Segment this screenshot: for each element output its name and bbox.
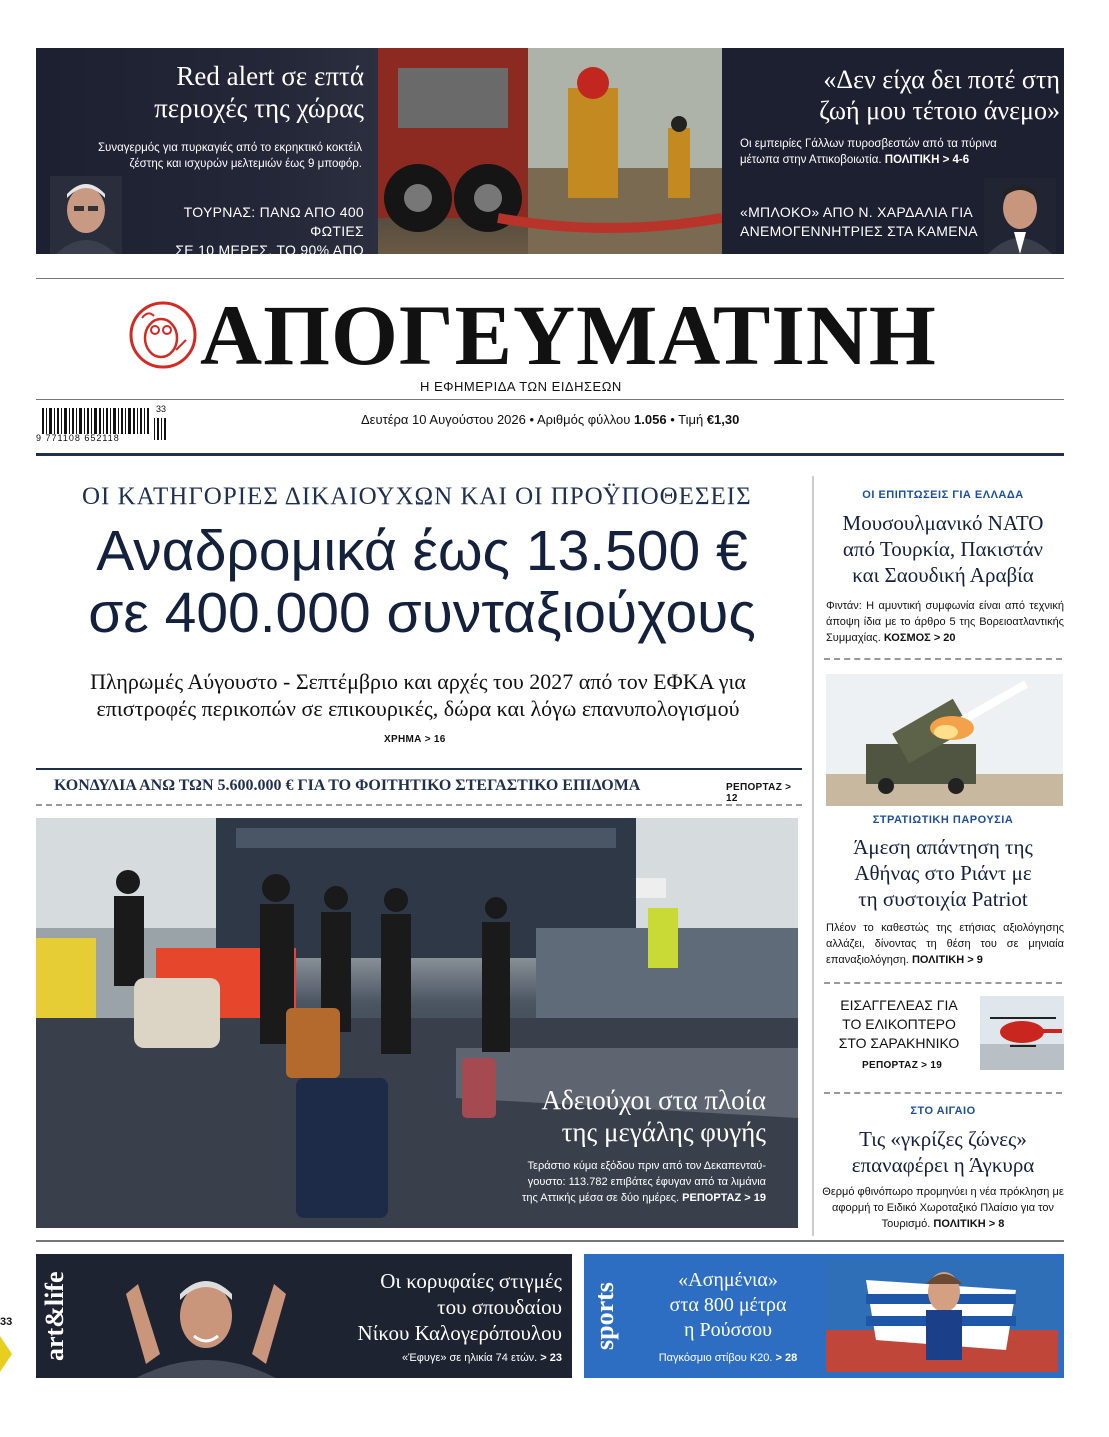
sports-text (636, 1352, 820, 1364)
banner-right-headline-line1: «Δεν είχα δει ποτέ στη (823, 65, 1060, 94)
sidebar-1-body (826, 598, 1064, 646)
sidebar-4-headline-line2: επαναφέρει η Άγκυρα (851, 1153, 1035, 1177)
sports-strip[interactable] (584, 1254, 1064, 1378)
sidebar-1-kicker: ΟΙ ΕΠΙΠΤΩΣΕΙΣ ΓΙΑ ΕΛΛΑΔΑ (862, 489, 1024, 501)
bottom-rule (36, 1240, 1064, 1242)
sidebar-divider-2 (824, 982, 1062, 984)
banner-right-caps (740, 203, 1000, 241)
sidebar-1-headline-line3: και Σαουδική Αραβία (852, 563, 1034, 587)
lead-subheadline (36, 668, 800, 722)
sidebar-1-headline-line2: από Τουρκία, Πακιστάν (842, 537, 1044, 561)
sidebar-2-headline-line2: Αθήνας στο Ριάντ με (854, 861, 1032, 885)
sidebar-1-headline[interactable] (820, 510, 1066, 588)
banner-right-text-line1: Οι εμπειρίες Γάλλων πυροσβεστών από τα πύρινα (740, 138, 997, 150)
banner-left-headline-line2: περιοχές της χώρας (154, 93, 364, 123)
sidebar-3-line2: ΤΟ ΕΛΙΚΟΠΤΕΡΟ (842, 1016, 956, 1032)
lead-sub-line2: επιστροφές περικοπών σε επικουρικές, δώρα και λόγω επανυπολογισμού (96, 696, 740, 721)
issue-number: 1.056 (634, 412, 667, 427)
art-life-label: art&life (40, 1271, 69, 1361)
banner-right-caps-line1: «ΜΠΛΟΚΟ» ΑΠΟ Ν. ΧΑΡΔΑΛΙΑ ΓΙΑ (740, 204, 974, 220)
lead-headline-line1: Αναδρομικά έως 13.500 € (96, 519, 748, 583)
photo-story-text-line3: της Αττικής μέσα σε δύο ημέρες. (522, 1192, 680, 1204)
lead-kicker: ΟΙ ΚΑΤΗΓΟΡΙΕΣ ΔΙΚΑΙΟΥΧΩΝ ΚΑΙ ΟΙ ΠΡΟΫΠΟΘΕΣΕΙΣ (82, 483, 752, 510)
kalogeropoulos-photo (76, 1254, 326, 1378)
art-headline (296, 1268, 562, 1346)
sports-ref[interactable]: > 28 (775, 1352, 798, 1364)
sidebar-4-body-text: Θερμό φθινόπωρο προμηνύει η νέα πρόκληση με αφορμή το Ειδικό Χωροταξικό Πλαίσιο για τον Τουρισμό. (822, 1186, 1064, 1230)
barcode-number: 9 771108 652118 (36, 433, 120, 443)
firefighters-illustration (378, 48, 722, 254)
sidebar-2-headline[interactable] (820, 834, 1066, 912)
strap-ref[interactable]: ΡΕΠΟΡΤΑΖ > 12 (726, 782, 792, 804)
photo-story-ref[interactable]: ΡΕΠΟΡΤΑΖ > 19 (682, 1192, 766, 1204)
art-text (326, 1352, 562, 1364)
banner-left-caps (132, 203, 364, 279)
banner-right-ref[interactable]: ΠΟΛΙΤΙΚΗ > 4-6 (884, 154, 970, 166)
strap-bar (36, 768, 802, 806)
photo-story-headline[interactable] (476, 1084, 766, 1148)
banner-left-headline[interactable] (132, 60, 364, 124)
sports-headline-line3: η Ρούσσου (684, 1319, 772, 1341)
sidebar-1-headline-line1: Μουσουλμανικό ΝΑΤΟ (842, 511, 1044, 535)
sidebar-2-body (826, 920, 1064, 968)
art-headline-line2: του σπουδαίου (437, 1295, 562, 1319)
helicopter-photo (980, 996, 1064, 1070)
patriot-missile-photo (826, 674, 1063, 806)
banner-left-text-line1: Συναγερμός για πυρκαγιές από το εκρηκτικό κοκτέιλ (97, 142, 362, 154)
sports-headline-line2: στα 800 μέτρα (669, 1294, 787, 1316)
ferry-photo (36, 818, 798, 1228)
date-text: Δευτέρα 10 Αυγούστου 2026 (361, 412, 526, 427)
price-label: Τιμή (678, 412, 704, 427)
art-headline-line3: Νίκου Καλογερόπουλου (357, 1321, 562, 1345)
masthead-rule (36, 399, 1064, 400)
portrait-hardalias (984, 178, 1056, 254)
owl-logo (128, 300, 198, 370)
lead-ref[interactable]: ΧΡΗΜΑ > 16 (384, 734, 446, 745)
masthead-title[interactable]: ΑΠΟΓΕΥΜΑΤΙΝΗ (200, 287, 937, 383)
banner-left-caps-line2: ΣΕ 10 ΜΕΡΕΣ, ΤΟ 90% ΑΠΟ ΑΜΕΛΕΙΑ (175, 242, 364, 277)
photo-story-text (456, 1158, 766, 1206)
banner-left-panel (36, 48, 378, 277)
sidebar-2-headline-line1: Άμεση απάντηση της (853, 835, 1033, 859)
sidebar-2-ref[interactable]: ΠΟΛΙΤΙΚΗ > 9 (911, 954, 983, 966)
masthead-top-rule (36, 278, 1064, 279)
sidebar-1-body-text: Φιντάν: Η αμυντική συμφωνία είναι από τεχνική άποψη ίδια με το άρθρο 5 της Βορειοατλαντικής Συμμαχίας. (826, 600, 1064, 644)
banner-left-caps-line1: ΤΟΥΡΝΑΣ: ΠΑΝΩ ΑΠΟ 400 ΦΩΤΙΕΣ (183, 204, 364, 239)
photo-story-headline-line1: Αδειούχοι στα πλοία (541, 1085, 766, 1115)
price-value: €1,30 (706, 412, 740, 427)
firefighters-photo (378, 48, 722, 254)
sidebar-3-line1: ΕΙΣΑΓΓΕΛΕΑΣ ΓΙΑ (840, 997, 958, 1013)
roussou-photo (826, 1260, 1058, 1372)
sidebar-3-ref[interactable]: ΡΕΠΟΡΤΑΖ > 19 (862, 1060, 943, 1071)
sidebar-4-headline[interactable] (820, 1126, 1066, 1178)
banner-right-headline[interactable] (730, 64, 1060, 126)
sidebar-2-body-text: Πλέον το καθεστώς της ετήσιας αξιολόγησης αλλάζει, δίνοντας τη θέση του σε μηνιαία επαναξιολόγηση. (826, 922, 1064, 966)
masthead-bottom-rule (36, 453, 1064, 456)
photo-story-text-line2: γουστο: 113.782 επιβάτες έφυγαν από τα λιμάνια (527, 1176, 766, 1188)
strap-text[interactable]: ΚΟΝΔΥΛΙΑ ΑΝΩ ΤΩΝ 5.600.000 € ΓΙΑ ΤΟ ΦΟΙΤΗΤΙΚΟ ΣΤΕΓΑΣΤΙΚΟ ΕΠΙΔΟΜΑ (54, 777, 641, 794)
banner-left-headline-line1: Red alert σε επτά (176, 61, 364, 91)
art-ref[interactable]: > 23 (540, 1352, 562, 1364)
banner-right-text (740, 136, 1056, 168)
sidebar-4-headline-line1: Τις «γκρίζες ζώνες» (859, 1127, 1027, 1151)
portrait-tournas (50, 176, 122, 254)
sidebar-4-body (822, 1184, 1064, 1232)
banner-right-text-line2: μέτωπα στην Αττικοβοιωτία. (740, 154, 882, 166)
masthead-tagline: Η ΕΦΗΜΕΡΙΔΑ ΤΩΝ ΕΙΔΗΣΕΩΝ (420, 379, 622, 394)
sports-label: sports (590, 1282, 619, 1350)
dateline: Δευτέρα 10 Αυγούστου 2026 • Αριθμός φύλλου 1.056 • Τιμή €1,30 (361, 412, 740, 427)
sidebar-4-kicker: ΣΤΟ ΑΙΓΑΙΟ (910, 1105, 976, 1117)
page-marker-shape (0, 1336, 14, 1372)
sidebar-4-ref[interactable]: ΠΟΛΙΤΙΚΗ > 8 (933, 1218, 1005, 1230)
lead-headline-line2: σε 400.000 συνταξιούχους (88, 581, 756, 645)
banner-left-text-line2: ζέστης και ισχυρών μελτεμιών έως 9 μποφόρ. (129, 158, 362, 170)
lead-sub-line1: Πληρωμές Αύγουστο - Σεπτέμβριο και αρχές του 2027 από τον ΕΦΚΑ για (90, 669, 746, 694)
sidebar-divider (812, 476, 814, 1236)
sidebar-2-kicker: ΣΤΡΑΤΙΩΤΙΚΗ ΠΑΡΟΥΣΙΑ (872, 814, 1014, 826)
art-headline-line1: Οι κορυφαίες στιγμές (380, 1269, 562, 1293)
issue-label: Αριθμός φύλλου (536, 412, 631, 427)
banner-right-panel (722, 48, 1064, 254)
sidebar-divider-3 (824, 1092, 1062, 1094)
art-text-body: «Έφυγε» σε ηλικία 74 ετών. (402, 1352, 538, 1364)
sidebar-3-line3: ΣΤΟ ΣΑΡΑΚΗΝΙΚΟ (838, 1035, 960, 1051)
banner-left-text (36, 140, 362, 172)
barcode-issue: 33 (156, 404, 167, 414)
sports-text-body: Παγκόσμιο στίβου Κ20. (658, 1352, 773, 1364)
sports-headline (636, 1268, 820, 1343)
photo-story-text-line1: Τεράστιο κύμα εξόδου πριν από τον Δεκαπενταύ- (527, 1160, 766, 1172)
sidebar-divider-1 (824, 658, 1062, 660)
sidebar-3-headline[interactable] (826, 996, 972, 1053)
art-life-strip[interactable] (36, 1254, 572, 1378)
top-banner (36, 48, 1064, 277)
lead-headline[interactable] (52, 520, 792, 644)
banner-right-headline-line2: ζωή μου τέτοιο άνεμο» (819, 96, 1060, 125)
sidebar-1-ref[interactable]: ΚΟΣΜΟΣ > 20 (883, 632, 956, 644)
banner-right-caps-line2: ΑΝΕΜΟΓΕΝΝΗΤΡΙΕΣ ΣΤΑ ΚΑΜΕΝΑ (740, 223, 978, 239)
photo-story-headline-line2: της μεγάλης φυγής (561, 1117, 766, 1147)
sidebar-2-headline-line3: τη συστοιχία Patriot (858, 887, 1028, 911)
page-marker: 33 (0, 1316, 13, 1328)
sports-headline-line1: «Ασημένια» (678, 1269, 778, 1291)
